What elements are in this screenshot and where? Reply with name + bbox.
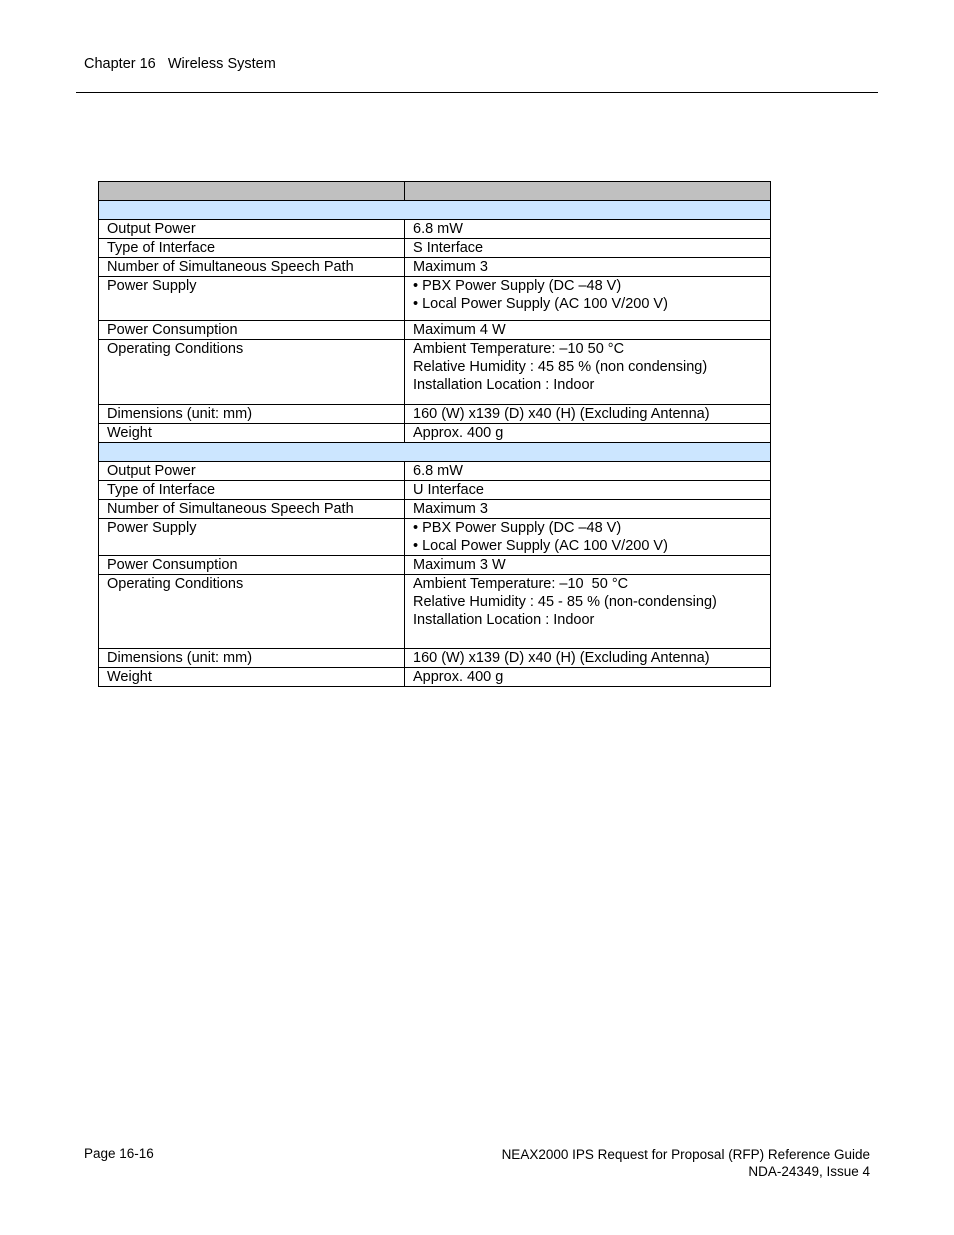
value-line: Ambient Temperature: –10 50 °C: [413, 576, 629, 592]
table-row: [99, 668, 771, 687]
value-line: Relative Humidity : 45 - 85 % (non-condensing): [413, 594, 717, 610]
value-line: Maximum 4 W: [413, 322, 506, 338]
value-line: S Interface: [413, 240, 484, 256]
row-label: Power Consumption: [99, 321, 405, 340]
row-value: [405, 321, 771, 340]
row-label: Number of Simultaneous Speech Path: [99, 258, 405, 277]
table-header-cell: [405, 182, 771, 201]
row-label: Type of Interface: [99, 481, 405, 500]
row-label: Dimensions (unit: mm): [99, 649, 405, 668]
row-value: [405, 239, 771, 258]
row-label: Output Power: [99, 220, 405, 239]
row-value: [405, 340, 771, 405]
row-label: Power Consumption: [99, 556, 405, 575]
value-line: 6.8 mW: [413, 463, 463, 479]
footer-document-info: [502, 1146, 870, 1180]
table-row: [99, 481, 771, 500]
row-value: [405, 668, 771, 687]
row-value: [405, 481, 771, 500]
table-row: [99, 462, 771, 481]
running-header: Chapter 16 Wireless System: [84, 56, 276, 72]
row-value: [405, 575, 771, 649]
row-value: [405, 462, 771, 481]
table-header-cell: [99, 182, 405, 201]
value-line: Installation Location : Indoor: [413, 612, 595, 628]
guide-title: NEAX2000 IPS Request for Proposal (RFP) Reference Guide: [501, 1147, 870, 1162]
section-row: [99, 443, 771, 462]
row-value: [405, 424, 771, 443]
table-row: [99, 239, 771, 258]
row-value: [405, 220, 771, 239]
value-line: U Interface: [413, 482, 484, 498]
table-row: [99, 321, 771, 340]
value-line: 160 (W) x139 (D) x40 (H) (Excluding Antenna): [413, 406, 710, 422]
value-line: Maximum 3 W: [413, 557, 506, 573]
value-line: Approx. 400 g: [413, 669, 504, 685]
row-value: [405, 277, 771, 321]
table-row: [99, 649, 771, 668]
row-value: [405, 649, 771, 668]
header-rule: [76, 92, 878, 93]
value-line: Ambient Temperature: –10 50 °C: [413, 341, 625, 357]
page-number: Page 16-16: [84, 1146, 154, 1161]
table-row: [99, 405, 771, 424]
value-line: 6.8 mW: [413, 221, 463, 237]
value-line: Installation Location : Indoor: [413, 377, 595, 393]
value-line: 160 (W) x139 (D) x40 (H) (Excluding Antenna): [413, 650, 710, 666]
row-label: Operating Conditions: [99, 575, 405, 649]
row-label: Type of Interface: [99, 239, 405, 258]
row-label: Dimensions (unit: mm): [99, 405, 405, 424]
row-label: Power Supply: [99, 519, 405, 556]
row-label: Weight: [99, 668, 405, 687]
row-label: Output Power: [99, 462, 405, 481]
value-line: Approx. 400 g: [413, 425, 504, 441]
section-title: [99, 443, 771, 462]
table-row: [99, 258, 771, 277]
row-label: Weight: [99, 424, 405, 443]
table-row: [99, 575, 771, 649]
row-value: [405, 519, 771, 556]
value-line: • PBX Power Supply (DC –48 V): [413, 520, 622, 536]
row-value: [405, 258, 771, 277]
table-row: [99, 424, 771, 443]
table-row: [99, 500, 771, 519]
section-title: [99, 201, 771, 220]
table-row: [99, 340, 771, 405]
section-row: [99, 201, 771, 220]
value-line: Relative Humidity : 45 85 % (non condensing): [413, 359, 708, 375]
value-line: • Local Power Supply (AC 100 V/200 V): [413, 538, 668, 554]
row-label: Operating Conditions: [99, 340, 405, 405]
row-value: [405, 405, 771, 424]
document-id: NDA-24349, Issue 4: [748, 1164, 870, 1179]
table-row: [99, 220, 771, 239]
value-line: • Local Power Supply (AC 100 V/200 V): [413, 296, 668, 312]
row-value: [405, 500, 771, 519]
row-value: [405, 556, 771, 575]
table-row: [99, 556, 771, 575]
value-line: Maximum 3: [413, 501, 488, 517]
table-row: [99, 277, 771, 321]
row-label: Power Supply: [99, 277, 405, 321]
value-line: • PBX Power Supply (DC –48 V): [413, 278, 622, 294]
table-row: [99, 519, 771, 556]
value-line: Maximum 3: [413, 259, 488, 275]
spec-table: [98, 181, 771, 687]
table-header-row: [99, 182, 771, 201]
row-label: Number of Simultaneous Speech Path: [99, 500, 405, 519]
